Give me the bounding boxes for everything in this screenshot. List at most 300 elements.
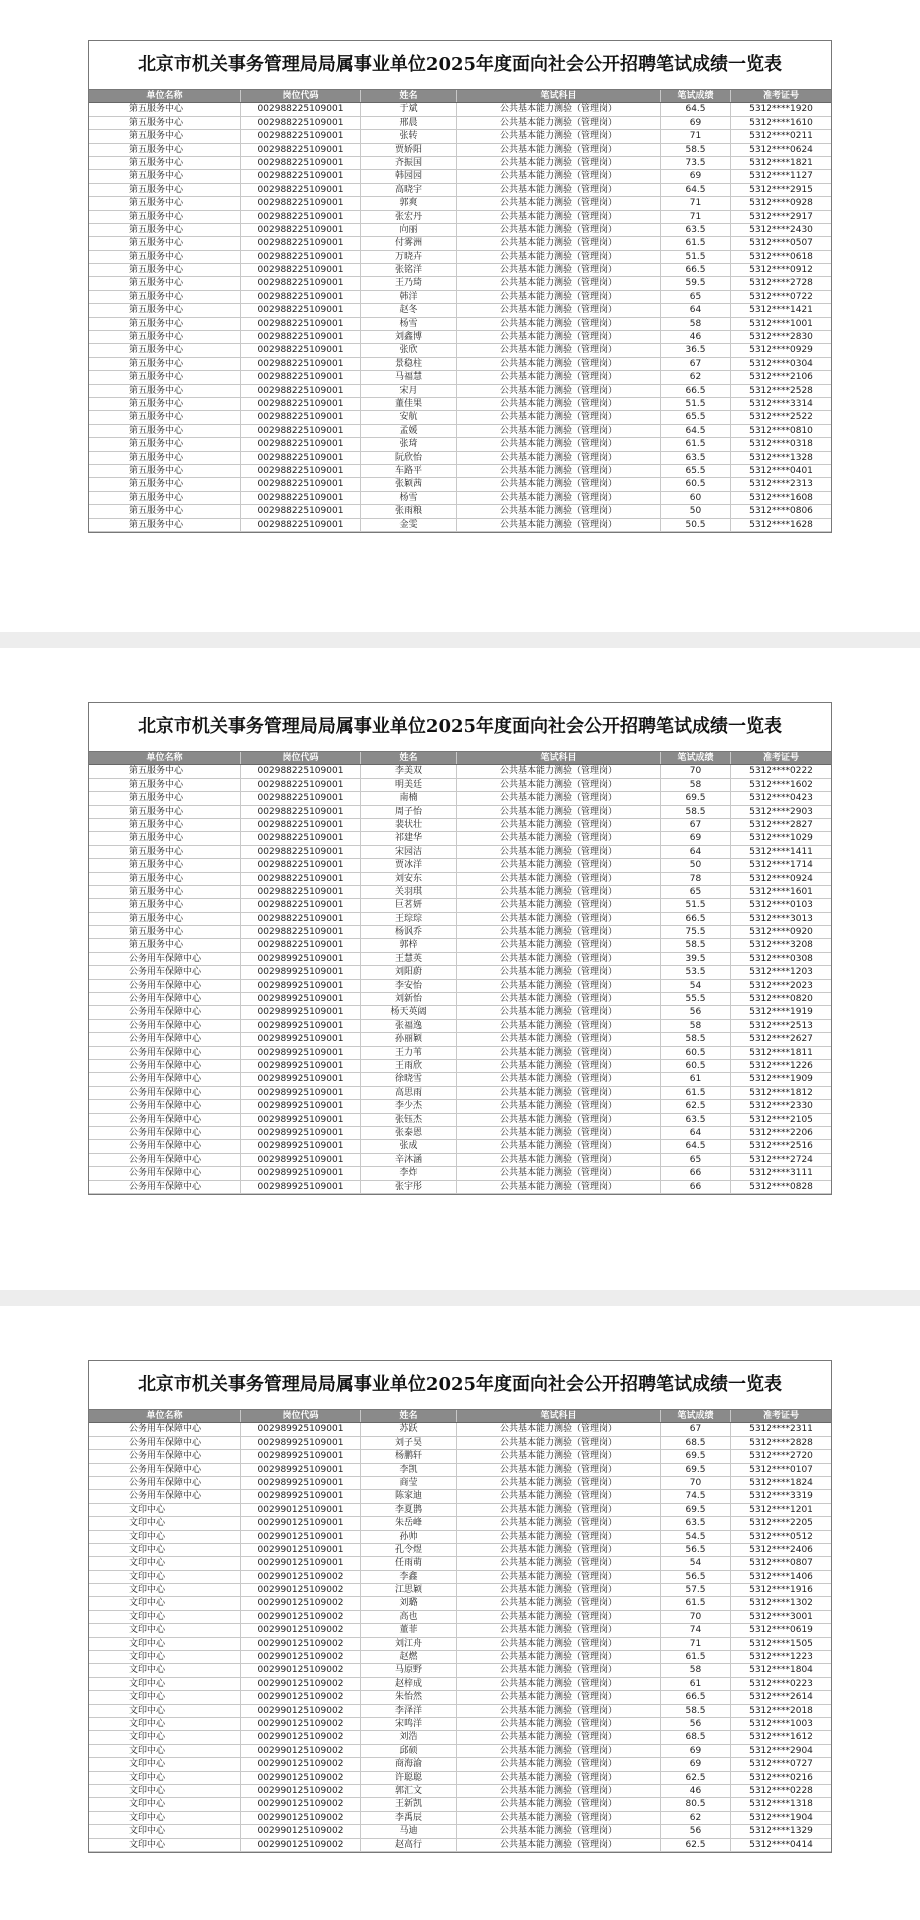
table-row <box>89 1798 831 1811</box>
position-code-cell: 002990125109002 <box>241 1812 361 1824</box>
unit-cell: 公务用车保障中心 <box>89 1047 241 1059</box>
unit-cell: 第五服务中心 <box>89 130 241 142</box>
name-cell: 刘阳蔚 <box>361 966 457 978</box>
unit-cell: 第五服务中心 <box>89 438 241 450</box>
ticket-number-cell: 5312****0211 <box>749 131 813 142</box>
unit-cell: 第五服务中心 <box>89 452 241 464</box>
position-code-cell: 002988225109001 <box>241 425 361 437</box>
subject-cell: 公共基本能力测验（管理岗） <box>457 899 661 911</box>
subject-cell: 公共基本能力测验（管理岗） <box>457 1611 661 1623</box>
column-header-subject: 笔试科目 <box>457 90 661 102</box>
ticket-number-cell: 5312****0216 <box>749 1772 813 1783</box>
subject-cell: 公共基本能力测验（管理岗） <box>457 465 661 477</box>
ticket-number-cell: 5312****2206 <box>749 1127 813 1138</box>
score-cell: 64 <box>661 846 731 858</box>
table-row <box>89 425 831 438</box>
position-code-cell: 002988225109001 <box>241 304 361 316</box>
ticket-number-cell: 5312****0618 <box>749 251 813 262</box>
subject-cell: 公共基本能力测验（管理岗） <box>457 277 661 289</box>
score-cell: 69 <box>661 170 731 182</box>
page-3 <box>0 1306 920 1920</box>
column-header-subject: 笔试科目 <box>457 752 661 764</box>
ticket-number-cell: 5312****1610 <box>749 117 813 128</box>
score-cell: 63.5 <box>661 1114 731 1126</box>
table-row <box>89 505 831 518</box>
table-row <box>89 859 831 872</box>
score-cell: 60 <box>661 492 731 504</box>
score-cell: 58.5 <box>661 144 731 156</box>
score-cell: 64.5 <box>661 425 731 437</box>
subject-cell: 公共基本能力测验（管理岗） <box>457 170 661 182</box>
name-cell: 杨鹏轩 <box>361 1450 457 1462</box>
ticket-number-cell: 5312****1329 <box>749 1826 813 1837</box>
score-cell: 80.5 <box>661 1798 731 1810</box>
name-cell: 刘江舟 <box>361 1638 457 1650</box>
ticket-number-cell: 5312****0423 <box>749 793 813 804</box>
name-cell: 王慧英 <box>361 953 457 965</box>
position-code-cell: 002988225109001 <box>241 779 361 791</box>
position-code-cell: 002990125109002 <box>241 1825 361 1837</box>
ticket-number-cell: 5312****1328 <box>749 452 813 463</box>
name-cell: 刘新怡 <box>361 993 457 1005</box>
unit-cell: 公务用车保障中心 <box>89 1437 241 1449</box>
position-code-cell: 002990125109002 <box>241 1691 361 1703</box>
position-code-cell: 002988225109001 <box>241 251 361 263</box>
name-cell: 阮欣怡 <box>361 452 457 464</box>
name-cell: 高思雨 <box>361 1087 457 1099</box>
ticket-number-cell: 5312****3319 <box>749 1491 813 1502</box>
subject-cell: 公共基本能力测验（管理岗） <box>457 1544 661 1556</box>
table-row <box>89 1839 831 1852</box>
name-cell: 张颖茜 <box>361 478 457 490</box>
ticket-number-cell: 5312****0727 <box>749 1759 813 1770</box>
name-cell: 赵燃 <box>361 1651 457 1663</box>
score-cell: 69 <box>661 117 731 129</box>
name-cell: 辛沐涵 <box>361 1154 457 1166</box>
table-row <box>89 1611 831 1624</box>
name-cell: 韩洋 <box>361 291 457 303</box>
score-cell: 74.5 <box>661 1490 731 1502</box>
unit-cell: 第五服务中心 <box>89 157 241 169</box>
column-header-position: 岗位代码 <box>241 90 361 102</box>
subject-cell: 公共基本能力测验（管理岗） <box>457 1020 661 1032</box>
position-code-cell: 002988225109001 <box>241 291 361 303</box>
score-cell: 62.5 <box>661 1100 731 1112</box>
table-row <box>89 913 831 926</box>
table-row <box>89 478 831 491</box>
ticket-number-cell: 5312****0924 <box>749 873 813 884</box>
score-cell: 46 <box>661 331 731 343</box>
score-cell: 73.5 <box>661 157 731 169</box>
score-cell: 70 <box>661 1477 731 1489</box>
position-code-cell: 002989925109001 <box>241 1060 361 1072</box>
score-cell: 69 <box>661 1745 731 1757</box>
position-code-cell: 002988225109001 <box>241 130 361 142</box>
unit-cell: 公务用车保障中心 <box>89 1127 241 1139</box>
position-code-cell: 002988225109001 <box>241 144 361 156</box>
score-cell: 61 <box>661 1678 731 1690</box>
unit-cell: 第五服务中心 <box>89 832 241 844</box>
score-cell: 63.5 <box>661 224 731 236</box>
position-code-cell: 002988225109001 <box>241 792 361 804</box>
table-row <box>89 1825 831 1838</box>
name-cell: 李安怡 <box>361 980 457 992</box>
table-row <box>89 1060 831 1073</box>
name-cell: 刘浩 <box>361 1731 457 1743</box>
score-cell: 62 <box>661 1812 731 1824</box>
unit-cell: 第五服务中心 <box>89 331 241 343</box>
table-row <box>89 980 831 993</box>
position-code-cell: 002988225109001 <box>241 832 361 844</box>
subject-cell: 公共基本能力测验（管理岗） <box>457 331 661 343</box>
unit-cell: 文印中心 <box>89 1557 241 1569</box>
ticket-number-cell: 5312****0624 <box>749 144 813 155</box>
ticket-number-cell: 5312****1421 <box>749 305 813 316</box>
ticket-number-cell: 5312****1714 <box>749 860 813 871</box>
subject-cell: 公共基本能力测验（管理岗） <box>457 1181 661 1193</box>
ticket-number-cell: 5312****0507 <box>749 238 813 249</box>
position-code-cell: 002990125109002 <box>241 1731 361 1743</box>
position-code-cell: 002990125109002 <box>241 1758 361 1770</box>
table-row <box>89 452 831 465</box>
subject-cell: 公共基本能力测验（管理岗） <box>457 1087 661 1099</box>
column-header-unit: 单位名称 <box>89 1410 241 1422</box>
name-cell: 朱岳峰 <box>361 1517 457 1529</box>
name-cell: 杨讽乔 <box>361 926 457 938</box>
position-code-cell: 002988225109001 <box>241 411 361 423</box>
table-row <box>89 1087 831 1100</box>
score-cell: 69.5 <box>661 1450 731 1462</box>
position-code-cell: 002988225109001 <box>241 344 361 356</box>
table-row <box>89 1705 831 1718</box>
subject-cell: 公共基本能力测验（管理岗） <box>457 886 661 898</box>
table-row <box>89 1664 831 1677</box>
unit-cell: 文印中心 <box>89 1611 241 1623</box>
score-cell: 61.5 <box>661 237 731 249</box>
name-cell: 李禹辰 <box>361 1812 457 1824</box>
score-cell: 67 <box>661 358 731 370</box>
subject-cell: 公共基本能力测验（管理岗） <box>457 264 661 276</box>
subject-cell: 公共基本能力测验（管理岗） <box>457 1584 661 1596</box>
subject-cell: 公共基本能力测验（管理岗） <box>457 291 661 303</box>
name-cell: 齐振国 <box>361 157 457 169</box>
ticket-number-cell: 5312****1203 <box>749 967 813 978</box>
table-row <box>89 1047 831 1060</box>
subject-cell: 公共基本能力测验（管理岗） <box>457 1597 661 1609</box>
subject-cell: 公共基本能力测验（管理岗） <box>457 344 661 356</box>
table-row <box>89 144 831 157</box>
unit-cell: 第五服务中心 <box>89 819 241 831</box>
name-cell: 李少杰 <box>361 1100 457 1112</box>
table-row <box>89 1531 831 1544</box>
name-cell: 马迪 <box>361 1825 457 1837</box>
ticket-number-cell: 5312****2023 <box>749 980 813 991</box>
score-cell: 65 <box>661 886 731 898</box>
ticket-number-cell: 5312****1608 <box>749 492 813 503</box>
position-code-cell: 002990125109001 <box>241 1557 361 1569</box>
table-row <box>89 1437 831 1450</box>
position-code-cell: 002989925109001 <box>241 1114 361 1126</box>
position-code-cell: 002988225109001 <box>241 452 361 464</box>
ticket-number-cell: 5312****1628 <box>749 519 813 530</box>
subject-cell: 公共基本能力测验（管理岗） <box>457 1127 661 1139</box>
score-cell: 62.5 <box>661 1839 731 1851</box>
name-cell: 刘安东 <box>361 873 457 885</box>
name-cell: 张转 <box>361 130 457 142</box>
name-cell: 张泰恩 <box>361 1127 457 1139</box>
unit-cell: 公务用车保障中心 <box>89 1033 241 1045</box>
score-cell: 58 <box>661 1020 731 1032</box>
ticket-number-cell: 5312****0401 <box>749 465 813 476</box>
score-cell: 36.5 <box>661 344 731 356</box>
ticket-number-cell: 5312****1223 <box>749 1652 813 1663</box>
table-row <box>89 318 831 331</box>
subject-cell: 公共基本能力测验（管理岗） <box>457 1812 661 1824</box>
subject-cell: 公共基本能力测验（管理岗） <box>457 939 661 951</box>
score-cell: 65.5 <box>661 465 731 477</box>
position-code-cell: 002989925109001 <box>241 1154 361 1166</box>
ticket-number-cell: 5312****1811 <box>749 1047 813 1058</box>
name-cell: 于斌 <box>361 103 457 115</box>
subject-cell: 公共基本能力测验（管理岗） <box>457 1423 661 1435</box>
name-cell: 宋园洁 <box>361 846 457 858</box>
subject-cell: 公共基本能力测验（管理岗） <box>457 251 661 263</box>
subject-cell: 公共基本能力测验（管理岗） <box>457 1678 661 1690</box>
table-row <box>89 1181 831 1194</box>
table-row <box>89 1638 831 1651</box>
table-row <box>89 1020 831 1033</box>
unit-cell: 第五服务中心 <box>89 358 241 370</box>
score-cell: 70 <box>661 765 731 777</box>
position-code-cell: 002989925109001 <box>241 1490 361 1502</box>
position-code-cell: 002990125109002 <box>241 1664 361 1676</box>
table-row <box>89 157 831 170</box>
name-cell: 商莹 <box>361 1477 457 1489</box>
name-cell: 赵高行 <box>361 1839 457 1851</box>
name-cell: 郭汇文 <box>361 1785 457 1797</box>
name-cell: 杨天英阔 <box>361 1006 457 1018</box>
name-cell: 刘璐 <box>361 1597 457 1609</box>
name-cell: 李泽洋 <box>361 1705 457 1717</box>
unit-cell: 第五服务中心 <box>89 806 241 818</box>
unit-cell: 文印中心 <box>89 1504 241 1516</box>
position-code-cell: 002989925109001 <box>241 1047 361 1059</box>
column-header-name: 姓名 <box>361 1410 457 1422</box>
score-cell: 64.5 <box>661 103 731 115</box>
table-row <box>89 966 831 979</box>
position-code-cell: 002989925109001 <box>241 1100 361 1112</box>
ticket-number-cell: 5312****0722 <box>749 291 813 302</box>
table-row <box>89 1584 831 1597</box>
subject-cell: 公共基本能力测验（管理岗） <box>457 1517 661 1529</box>
subject-cell: 公共基本能力测验（管理岗） <box>457 1624 661 1636</box>
column-header-score: 笔试成绩 <box>661 90 731 102</box>
name-cell: 孙帅 <box>361 1531 457 1543</box>
position-code-cell: 002988225109001 <box>241 806 361 818</box>
table-row <box>89 792 831 805</box>
table-row <box>89 197 831 210</box>
subject-cell: 公共基本能力测验（管理岗） <box>457 1167 661 1179</box>
unit-cell: 文印中心 <box>89 1651 241 1663</box>
table-row <box>89 765 831 778</box>
subject-cell: 公共基本能力测验（管理岗） <box>457 519 661 531</box>
position-code-cell: 002990125109001 <box>241 1504 361 1516</box>
unit-cell: 第五服务中心 <box>89 385 241 397</box>
ticket-number-cell: 5312****2917 <box>749 211 813 222</box>
position-code-cell: 002988225109001 <box>241 765 361 777</box>
ticket-number-cell: 5312****1127 <box>749 171 813 182</box>
position-code-cell: 002988225109001 <box>241 398 361 410</box>
unit-cell: 第五服务中心 <box>89 398 241 410</box>
unit-cell: 第五服务中心 <box>89 277 241 289</box>
subject-cell: 公共基本能力测验（管理岗） <box>457 1437 661 1449</box>
score-cell: 66.5 <box>661 913 731 925</box>
subject-cell: 公共基本能力测验（管理岗） <box>457 993 661 1005</box>
position-code-cell: 002988225109001 <box>241 211 361 223</box>
unit-cell: 文印中心 <box>89 1691 241 1703</box>
position-code-cell: 002989925109001 <box>241 1423 361 1435</box>
table-row <box>89 1571 831 1584</box>
name-cell: 任雨萌 <box>361 1557 457 1569</box>
ticket-number-cell: 5312****0107 <box>749 1464 813 1475</box>
score-cell: 67 <box>661 819 731 831</box>
ticket-number-cell: 5312****1601 <box>749 886 813 897</box>
subject-cell: 公共基本能力测验（管理岗） <box>457 1073 661 1085</box>
ticket-number-cell: 5312****1505 <box>749 1638 813 1649</box>
subject-cell: 公共基本能力测验（管理岗） <box>457 1531 661 1543</box>
position-code-cell: 002988225109001 <box>241 157 361 169</box>
position-code-cell: 002990125109001 <box>241 1531 361 1543</box>
position-code-cell: 002989925109001 <box>241 993 361 1005</box>
position-code-cell: 002990125109002 <box>241 1718 361 1730</box>
ticket-number-cell: 5312****3314 <box>749 398 813 409</box>
ticket-number-cell: 5312****2106 <box>749 372 813 383</box>
table-row <box>89 1127 831 1140</box>
table-row <box>89 117 831 130</box>
unit-cell: 公务用车保障中心 <box>89 1477 241 1489</box>
score-cell: 60.5 <box>661 1060 731 1072</box>
ticket-number-cell: 5312****2827 <box>749 819 813 830</box>
subject-cell: 公共基本能力测验（管理岗） <box>457 819 661 831</box>
position-code-cell: 002988225109001 <box>241 197 361 209</box>
table-row <box>89 1678 831 1691</box>
table-row <box>89 1517 831 1530</box>
position-code-cell: 002989925109001 <box>241 966 361 978</box>
table-row <box>89 819 831 832</box>
column-header-position: 岗位代码 <box>241 752 361 764</box>
ticket-number-cell: 5312****2720 <box>749 1451 813 1462</box>
unit-cell: 第五服务中心 <box>89 318 241 330</box>
position-code-cell: 002988225109001 <box>241 438 361 450</box>
page-2 <box>0 648 920 1290</box>
subject-cell: 公共基本能力测验（管理岗） <box>457 806 661 818</box>
score-cell: 66 <box>661 1181 731 1193</box>
name-cell: 周子怡 <box>361 806 457 818</box>
ticket-number-cell: 5312****0828 <box>749 1181 813 1192</box>
name-cell: 赵梓成 <box>361 1678 457 1690</box>
subject-cell: 公共基本能力测验（管理岗） <box>457 1798 661 1810</box>
table-row <box>89 1597 831 1610</box>
unit-cell: 第五服务中心 <box>89 224 241 236</box>
position-code-cell: 002988225109001 <box>241 899 361 911</box>
ticket-number-cell: 5312****2728 <box>749 278 813 289</box>
position-code-cell: 002989925109001 <box>241 1450 361 1462</box>
name-cell: 赵冬 <box>361 304 457 316</box>
name-cell: 宋月 <box>361 385 457 397</box>
subject-cell: 公共基本能力测验（管理岗） <box>457 385 661 397</box>
subject-cell: 公共基本能力测验（管理岗） <box>457 1758 661 1770</box>
name-cell: 刘鑫博 <box>361 331 457 343</box>
ticket-number-cell: 5312****0308 <box>749 953 813 964</box>
unit-cell: 公务用车保障中心 <box>89 1100 241 1112</box>
ticket-number-cell: 5312****1302 <box>749 1598 813 1609</box>
column-header-score: 笔试成绩 <box>661 1410 731 1422</box>
ticket-number-cell: 5312****1919 <box>749 1007 813 1018</box>
column-header-unit: 单位名称 <box>89 752 241 764</box>
table-row <box>89 1772 831 1785</box>
unit-cell: 第五服务中心 <box>89 197 241 209</box>
ticket-number-cell: 5312****1201 <box>749 1504 813 1515</box>
subject-cell: 公共基本能力测验（管理岗） <box>457 1731 661 1743</box>
name-cell: 杨雪 <box>361 318 457 330</box>
position-code-cell: 002988225109001 <box>241 224 361 236</box>
subject-cell: 公共基本能力测验（管理岗） <box>457 1772 661 1784</box>
table-row <box>89 926 831 939</box>
ticket-number-cell: 5312****3001 <box>749 1611 813 1622</box>
table-row <box>89 237 831 250</box>
position-code-cell: 002989925109001 <box>241 1477 361 1489</box>
score-cell: 64 <box>661 304 731 316</box>
score-cell: 70 <box>661 1611 731 1623</box>
name-cell: 张福逸 <box>361 1020 457 1032</box>
subject-cell: 公共基本能力测验（管理岗） <box>457 1718 661 1730</box>
table-row <box>89 1718 831 1731</box>
position-code-cell: 002988225109001 <box>241 926 361 938</box>
score-cell: 69.5 <box>661 1464 731 1476</box>
name-cell: 张钰杰 <box>361 1114 457 1126</box>
score-cell: 51.5 <box>661 398 731 410</box>
ticket-number-cell: 5312****2627 <box>749 1034 813 1045</box>
table-row <box>89 385 831 398</box>
ticket-number-cell: 5312****2830 <box>749 332 813 343</box>
unit-cell: 第五服务中心 <box>89 371 241 383</box>
unit-cell: 第五服务中心 <box>89 792 241 804</box>
position-code-cell: 002988225109001 <box>241 939 361 951</box>
subject-cell: 公共基本能力测验（管理岗） <box>457 913 661 925</box>
score-cell: 61.5 <box>661 1087 731 1099</box>
unit-cell: 公务用车保障中心 <box>89 1114 241 1126</box>
subject-cell: 公共基本能力测验（管理岗） <box>457 144 661 156</box>
score-table-3 <box>88 1360 832 1853</box>
position-code-cell: 002988225109001 <box>241 318 361 330</box>
unit-cell: 公务用车保障中心 <box>89 1490 241 1502</box>
position-code-cell: 002989925109001 <box>241 1140 361 1152</box>
position-code-cell: 002989925109001 <box>241 1033 361 1045</box>
subject-cell: 公共基本能力测验（管理岗） <box>457 1006 661 1018</box>
name-cell: 李鑫 <box>361 1571 457 1583</box>
position-code-cell: 002988225109001 <box>241 170 361 182</box>
score-cell: 68.5 <box>661 1437 731 1449</box>
score-cell: 59.5 <box>661 277 731 289</box>
unit-cell: 文印中心 <box>89 1839 241 1851</box>
unit-cell: 公务用车保障中心 <box>89 980 241 992</box>
score-cell: 53.5 <box>661 966 731 978</box>
unit-cell: 第五服务中心 <box>89 859 241 871</box>
table-row <box>89 1758 831 1771</box>
table-row <box>89 211 831 224</box>
subject-cell: 公共基本能力测验（管理岗） <box>457 318 661 330</box>
position-code-cell: 002988225109001 <box>241 913 361 925</box>
